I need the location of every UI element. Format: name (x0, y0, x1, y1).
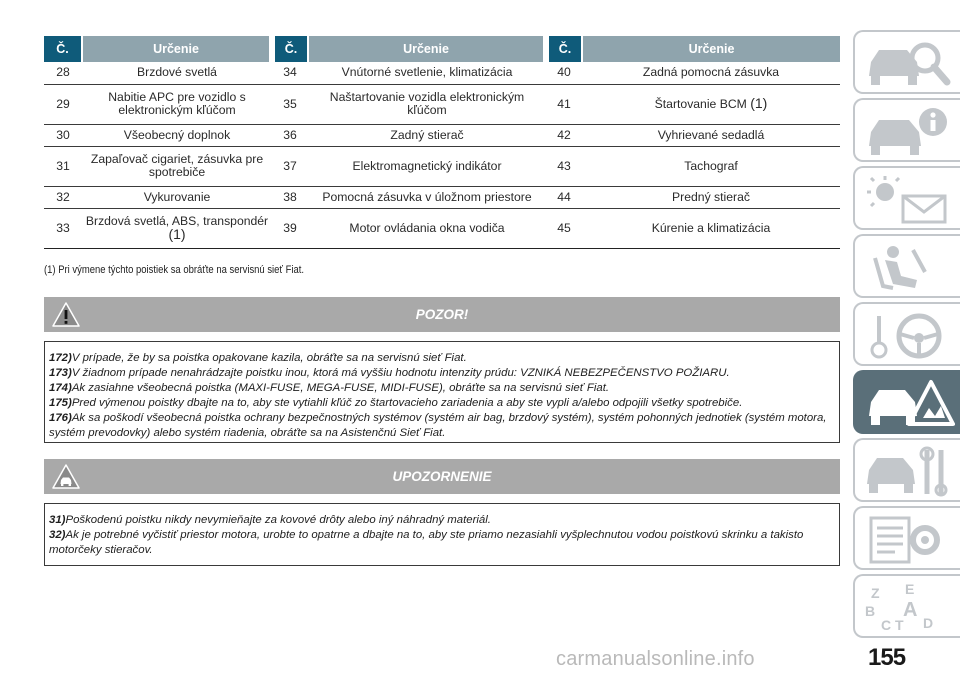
fuse-function: Brzdové svetlá (82, 62, 272, 84)
side-tab-airbag-seat[interactable] (853, 234, 960, 298)
fuse-function: Predný stierač (582, 186, 840, 208)
fuse-number: 42 (546, 124, 582, 146)
notice-item (49, 528, 835, 558)
fuse-function: Kúrenie a klimatizácia (582, 208, 840, 248)
warning-item-number: 174) (49, 382, 72, 394)
fuse-number: 45 (546, 208, 582, 248)
index-letter: A (903, 599, 918, 621)
warning-item (49, 351, 835, 366)
table-row (44, 186, 840, 208)
notice-item-text: Poškodenú poistku nikdy nevymieňajte za kovové drôty alebo iný náhradný materiál. (65, 514, 491, 526)
table-header-row (44, 36, 840, 62)
fuse-table (44, 36, 840, 249)
footnote-reference: (1) (168, 225, 186, 242)
notice-item-text: Ak je potrebné vyčistiť priestor motora, urobte to opatrne a dbajte na to, aby ste priamo nezasiahli vyšplechnutou vodou poistkovú skrinku a takisto motorčeky stieračov. (49, 529, 804, 556)
fuse-function: Vnútorné svetlenie, klimatizácia (308, 62, 546, 84)
fuse-number: 37 (272, 146, 308, 186)
lights-message-icon (863, 174, 955, 226)
index-letter: T (895, 617, 904, 633)
side-tab-steering-key[interactable] (853, 302, 960, 366)
fuse-number: 32 (44, 186, 82, 208)
fuse-number: 29 (44, 84, 82, 124)
fuse-number: 34 (272, 62, 308, 84)
table-footnote: (1) Pri výmene týchto poistiek sa obráťte na servisnú sieť Fiat. (44, 264, 305, 276)
warning-item-number: 173) (49, 367, 72, 379)
warning-item-number: 172) (49, 352, 72, 364)
specs-gear-icon (863, 514, 955, 566)
car-search-icon (863, 38, 955, 90)
side-tab-lights-message[interactable] (853, 166, 960, 230)
warning-item (49, 381, 835, 396)
table-row (44, 84, 840, 124)
warning-item-text: Ak sa poškodí všeobecná poistka ochrany bezpečnostných systémov (systém air bag, brzdový systém), systém pohonných jednotiek (systém motora, systém prevodovky) alebo systém riadenia, obráťte sa na Asistenčnú Sieť Fiat. (49, 412, 827, 439)
warning-item-text: Pred výmenou poistky dbajte na to, aby ste vytiahli kľúč zo štartovacieho zariadenia a aby ste vypli a/alebo odpojili všetky spotrebiče. (71, 397, 743, 409)
warning-item-text: V žiadnom prípade nenahrádzajte poistku inou, ktorá má vyššiu hodnotu intenzity prúdu: VZNIKÁ NEBEZPEČENSTVO POŽIARU. (71, 367, 730, 379)
column-header-number: Č. (44, 36, 82, 62)
notice-header (44, 459, 840, 494)
fuse-number: 44 (546, 186, 582, 208)
fuse-function: Motor ovládania okna vodiča (308, 208, 546, 248)
warning-item-number: 176) (49, 412, 72, 424)
fuse-function: Brzdová svetlá, ABS, transpondér (85, 213, 269, 228)
side-tab-car-emergency[interactable] (853, 370, 960, 434)
page-number: 155 (868, 644, 906, 671)
fuse-number: 41 (546, 84, 582, 124)
index-letter: E (905, 582, 915, 597)
warning-item-text: Ak zasiahne všeobecná poistka (MAXI-FUSE, MEGA-FUSE, MIDI-FUSE), obráťte sa na servisnú sieť Fiat. (71, 382, 610, 394)
warning-title: POZOR! (415, 307, 469, 322)
table-row (44, 124, 840, 146)
notice-item-number: 31) (49, 514, 66, 526)
notice-body (44, 503, 840, 566)
fuse-function: Zadná pomocná zásuvka (582, 62, 840, 84)
index-letter: Z (871, 585, 880, 601)
notice-title: UPOZORNENIE (392, 469, 492, 484)
fuse-function: Elektromagnetický indikátor (308, 146, 546, 186)
fuse-function-cell (582, 84, 840, 124)
warning-header (44, 297, 840, 332)
steering-key-icon (863, 310, 955, 362)
fuse-function: Vyhrievané sedadlá (582, 124, 840, 146)
fuse-number: 38 (272, 186, 308, 208)
warning-item-number: 175) (49, 397, 72, 409)
fuse-function: Vykurovanie (82, 186, 272, 208)
column-header-function: Určenie (82, 36, 272, 62)
fuse-function: Zapaľovač cigariet, zásuvka pre spotrebiče (82, 146, 272, 186)
fuse-number: 28 (44, 62, 82, 84)
index-letter: D (923, 615, 934, 631)
warning-body (44, 341, 840, 443)
fuse-function: Všeobecný doplnok (82, 124, 272, 146)
warning-item (49, 411, 835, 441)
fuse-number: 36 (272, 124, 308, 146)
car-maintenance-icon (863, 446, 955, 498)
fuse-number: 43 (546, 146, 582, 186)
index-letter: C (881, 617, 892, 633)
fuse-number: 30 (44, 124, 82, 146)
notice-item (49, 513, 835, 528)
side-tab-specs[interactable] (853, 506, 960, 570)
side-tab-car-search[interactable] (853, 30, 960, 94)
car-emergency-icon (863, 378, 955, 430)
table-row (44, 62, 840, 84)
fuse-function: Naštartovanie vozidla elektronickým kľúčom (308, 84, 546, 124)
footnote-reference: (1) (750, 95, 768, 111)
fuse-function: Nabitie APC pre vozidlo s elektronickým kľúčom (82, 84, 272, 124)
table-row (44, 146, 840, 186)
table-row (44, 208, 840, 248)
notice-item-number: 32) (49, 529, 66, 541)
watermark: carmanualsonline.info (556, 648, 755, 670)
column-header-function: Určenie (582, 36, 840, 62)
side-tab-car-info[interactable] (853, 98, 960, 162)
fuse-number: 31 (44, 146, 82, 186)
column-header-number: Č. (546, 36, 582, 62)
warning-item-text: V prípade, že by sa poistka opakovane kazila, obráťte sa na servisnú sieť Fiat. (71, 352, 467, 364)
column-header-function: Určenie (308, 36, 546, 62)
fuse-function: Pomocná zásuvka v úložnom priestore (308, 186, 546, 208)
fuse-function: Zadný stierač (308, 124, 546, 146)
fuse-number: 35 (272, 84, 308, 124)
side-tab-car-maintenance[interactable] (853, 438, 960, 502)
fuse-function: Štartovanie BCM (654, 97, 747, 111)
alphabet-index-icon (863, 582, 955, 634)
side-tab-alphabet-index[interactable] (853, 574, 960, 638)
fuse-function: Tachograf (582, 146, 840, 186)
warning-item (49, 396, 835, 411)
fuse-number: 39 (272, 208, 308, 248)
airbag-seat-icon (863, 242, 955, 294)
warning-item (49, 366, 835, 381)
fuse-function-cell (82, 208, 272, 248)
index-letter: B (865, 603, 876, 619)
fuse-number: 40 (546, 62, 582, 84)
column-header-number: Č. (272, 36, 308, 62)
fuse-number: 33 (44, 208, 82, 248)
car-info-icon (863, 106, 955, 158)
